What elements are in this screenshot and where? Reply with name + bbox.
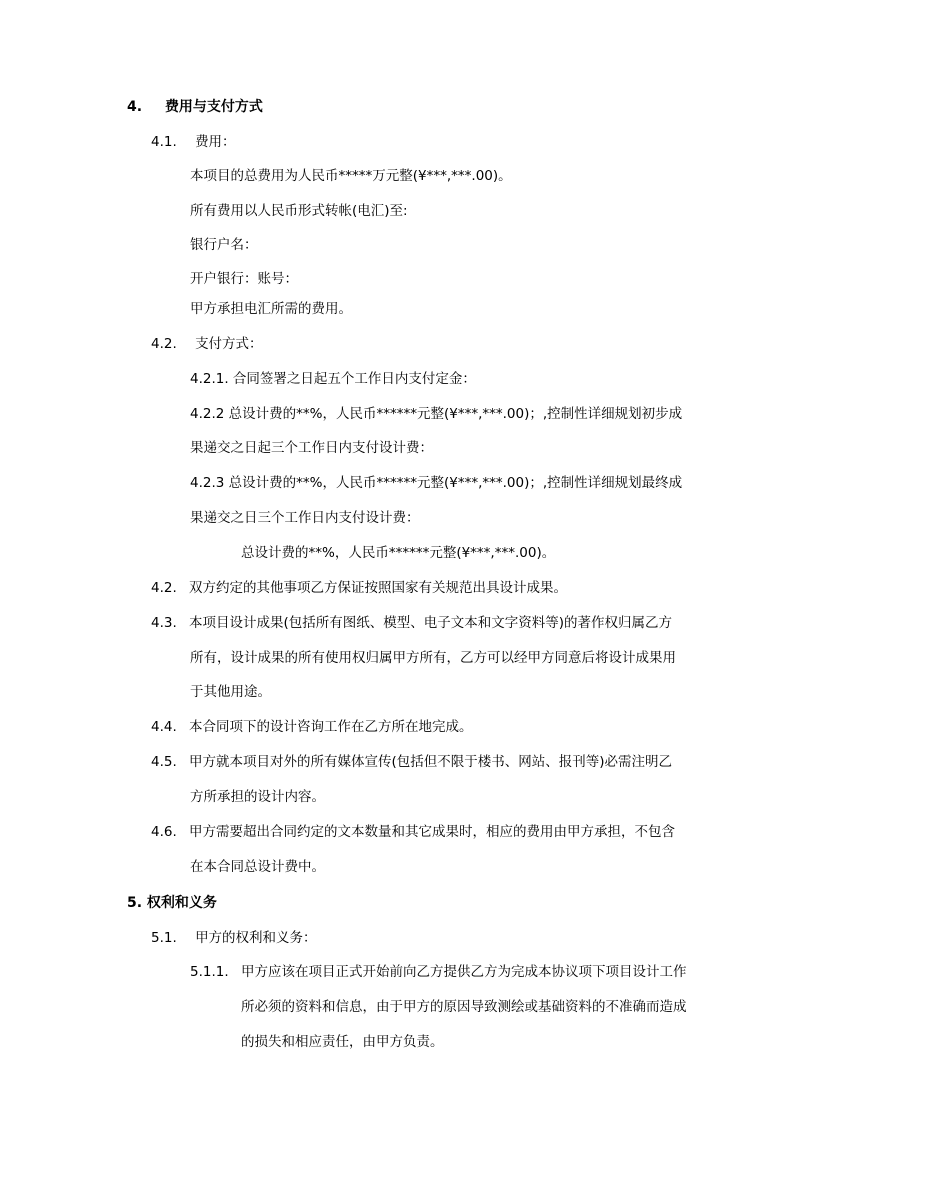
section-5-heading: 5. 权利和义务 (127, 895, 217, 911)
paragraph-line: 开户银行：账号： (190, 271, 298, 287)
paragraph-line: 本项目的总费用为人民币*****万元整(¥***,***.00)。 (190, 168, 512, 184)
clause-number: 4.3. (151, 615, 177, 631)
clause-title: 甲方的权利和义务： (195, 930, 317, 946)
clause-item (151, 717, 473, 737)
clause-text: 甲方就本项目对外的所有媒体宣传(包括但不限于楼书、网站、报刊等)必需注明乙 (189, 754, 673, 770)
clause-text: 双方约定的其他事项乙方保证按照国家有关规范出具设计成果。 (189, 580, 567, 596)
section-title: 费用与支付方式 (164, 99, 263, 115)
paragraph-line: 甲方承担电汇所需的费用。 (190, 301, 352, 317)
paragraph-line: 所有费用以人民币形式转帐(电汇)至: (190, 203, 408, 219)
clause-item (151, 578, 567, 598)
clause-item (151, 752, 672, 772)
clause-item (151, 822, 675, 842)
section-number: 4. (127, 99, 143, 115)
clause-text: 甲方应该在项目正式开始前向乙方提供乙方为完成本协议项下项目设计工作 (241, 964, 687, 980)
subclause-5-1-1 (190, 962, 687, 982)
clause-number: 4.6. (151, 824, 177, 840)
clause-text-cont: 所必须的资料和信息，由于甲方的原因导致测绘或基础资料的不准确而造成 (241, 999, 687, 1015)
clause-number: 4.1. (151, 134, 177, 150)
subclause-4-2-3-cont: 果递交之日三个工作日内支付设计费： (190, 510, 420, 526)
clause-number: 5.1. (151, 930, 177, 946)
clause-text: 本合同项下的设计咨询工作在乙方所在地完成。 (189, 719, 473, 735)
clause-number: 4.2. (151, 336, 177, 352)
subclause-4-2-3: 4.2.3 总设计费的**%，人民币******元整(¥***,***.00)；,控制性详细规划最终成 (190, 475, 683, 491)
paragraph-line: 银行户名： (190, 237, 258, 253)
clause-text-cont: 于其他用途。 (190, 684, 271, 700)
clause-4-2-heading (151, 334, 263, 354)
section-4-heading (127, 97, 263, 117)
clause-number: 4.4. (151, 719, 177, 735)
clause-number: 4.5. (151, 754, 177, 770)
clause-number: 5.1.1. (190, 964, 229, 980)
clause-text: 甲方需要超出合同约定的文本数量和其它成果时，相应的费用由甲方承担，不包含 (189, 824, 675, 840)
clause-4-1-heading (151, 132, 236, 152)
clause-text: 本项目设计成果(包括所有图纸、模型、电子文本和文字资料等)的著作权归属乙方 (189, 615, 673, 631)
clause-number: 4.2. (151, 580, 177, 596)
subclause-4-2-2-cont: 果递交之日起三个工作日内支付设计费： (190, 440, 433, 456)
clause-text-cont: 所有，设计成果的所有使用权归属甲方所有，乙方可以经甲方同意后将设计成果用 (190, 650, 676, 666)
subclause-4-2-2: 4.2.2 总设计费的**%，人民币******元整(¥***,***.00)；,控制性详细规划初步成 (190, 406, 683, 422)
clause-text-cont: 方所承担的设计内容。 (190, 789, 325, 805)
clause-title: 费用： (195, 134, 236, 150)
clause-5-1-heading (151, 928, 317, 948)
clause-text-cont: 的损失和相应责任，由甲方负责。 (241, 1034, 444, 1050)
subclause-4-2-1: 4.2.1. 合同签署之日起五个工作日内支付定金： (190, 371, 476, 387)
subclause-final-payment: 总设计费的**%，人民币******元整(¥***,***.00)。 (241, 545, 556, 561)
clause-item (151, 613, 672, 633)
clause-text-cont: 在本合同总设计费中。 (190, 859, 325, 875)
clause-title: 支付方式： (195, 336, 263, 352)
